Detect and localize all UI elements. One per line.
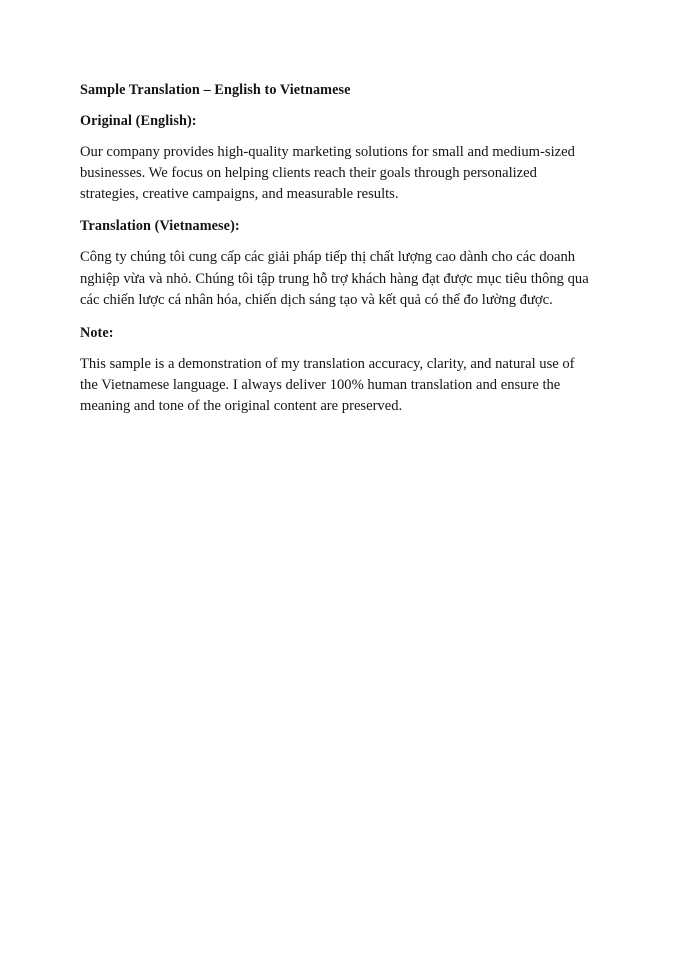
section-heading-note: Note: <box>80 324 114 341</box>
section-heading-translation: Translation (Vietnamese): <box>80 218 240 234</box>
document-title: Sample Translation – English to Vietnamese <box>80 82 351 98</box>
document-body <box>80 80 596 428</box>
section-body-original: Our company provides high-quality marketing solutions for small and medium-sized businesses. We focus on helping clients reach their goals through personalized strategies, creative campaigns, and measurable results. <box>80 144 575 202</box>
section-heading-original: Original (English): <box>80 113 197 129</box>
section-body-note: This sample is a demonstration of my translation accuracy, clarity, and natural use of the Vietnamese language. I always deliver 100% human translation and ensure the meaning and tone of the original content are preserved. <box>80 355 575 414</box>
section-body-translation: Công ty chúng tôi cung cấp các giải pháp tiếp thị chất lượng cao dành cho các doanh nghiệp vừa và nhỏ. Chúng tôi tập trung hỗ trợ khách hàng đạt được mục tiêu thông qua các chiến lược cá nhân hóa, chiến dịch sáng tạo và kết quả có thể đo lường được. <box>80 249 589 308</box>
